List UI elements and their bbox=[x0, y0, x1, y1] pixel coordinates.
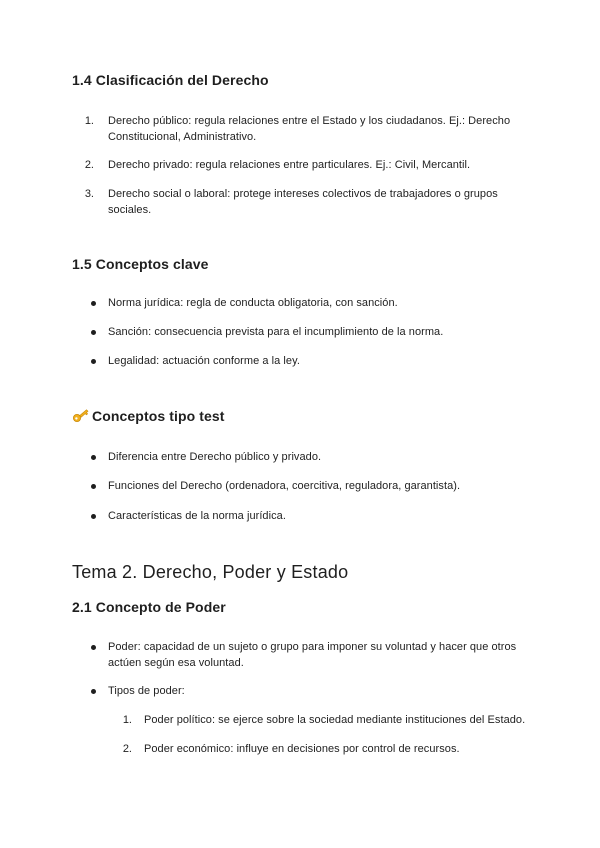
sublist-number: 1. bbox=[122, 714, 132, 726]
sublist-item: Poder económico: influye en decisiones por control de recursos. bbox=[144, 743, 460, 755]
list-item-line: sociales. bbox=[108, 204, 152, 216]
sublist-number: 2. bbox=[122, 743, 132, 755]
list-item bbox=[108, 639, 516, 671]
list-item bbox=[108, 113, 510, 145]
topic-title: Tema 2. Derecho, Poder y Estado bbox=[72, 562, 349, 582]
list-item bbox=[108, 186, 498, 218]
sublist-item: Poder político: se ejerce sobre la sociedad mediante instituciones del Estado. bbox=[144, 714, 526, 726]
list-item: Sanción: consecuencia prevista para el incumplimiento de la norma. bbox=[108, 326, 444, 338]
list-number: 2. bbox=[84, 159, 94, 171]
bullet-dot bbox=[91, 330, 96, 335]
list-item: Legalidad: actuación conforme a la ley. bbox=[108, 355, 300, 367]
bullet-dot bbox=[91, 645, 96, 650]
list-item-line: Poder: capacidad de un sujeto o grupo para imponer su voluntad y hacer que otros bbox=[108, 641, 517, 653]
list-item: Tipos de poder: bbox=[108, 685, 185, 697]
list-item-line: Constitucional, Administrativo. bbox=[108, 131, 257, 143]
list-item: Características de la norma jurídica. bbox=[108, 510, 286, 522]
heading-1-4: 1.4 Clasificación del Derecho bbox=[72, 72, 269, 88]
list-item-line: Derecho privado: regula relaciones entre particulares. Ej.: Civil, Mercantil. bbox=[108, 159, 471, 171]
bullet-dot bbox=[91, 514, 96, 519]
list-item-line: Derecho social o laboral: protege intereses colectivos de trabajadores o grupos bbox=[108, 188, 498, 200]
list-number: 3. bbox=[84, 188, 94, 200]
bullet-dot bbox=[91, 689, 96, 694]
heading-1-5: 1.5 Conceptos clave bbox=[72, 256, 209, 272]
heading-conceptos-test bbox=[72, 408, 225, 424]
list-item: Norma jurídica: regla de conducta obligatoria, con sanción. bbox=[108, 297, 398, 309]
bullet-dot bbox=[91, 455, 96, 460]
list-item bbox=[108, 157, 470, 173]
bullet-dot bbox=[91, 301, 96, 306]
list-number: 1. bbox=[84, 115, 94, 127]
bullet-dot bbox=[91, 359, 96, 364]
list-item-line: Derecho público: regula relaciones entre el Estado y los ciudadanos. Ej.: Derecho bbox=[108, 115, 511, 127]
heading-text: Conceptos tipo test bbox=[92, 408, 225, 424]
bullet-dot bbox=[91, 484, 96, 489]
list-item: Diferencia entre Derecho público y privado. bbox=[108, 451, 322, 463]
list-item-line: actúen según esa voluntad. bbox=[108, 657, 244, 669]
heading-2-1: 2.1 Concepto de Poder bbox=[72, 599, 226, 615]
key-icon bbox=[72, 409, 90, 423]
list-item: Funciones del Derecho (ordenadora, coercitiva, reguladora, garantista). bbox=[108, 480, 461, 492]
